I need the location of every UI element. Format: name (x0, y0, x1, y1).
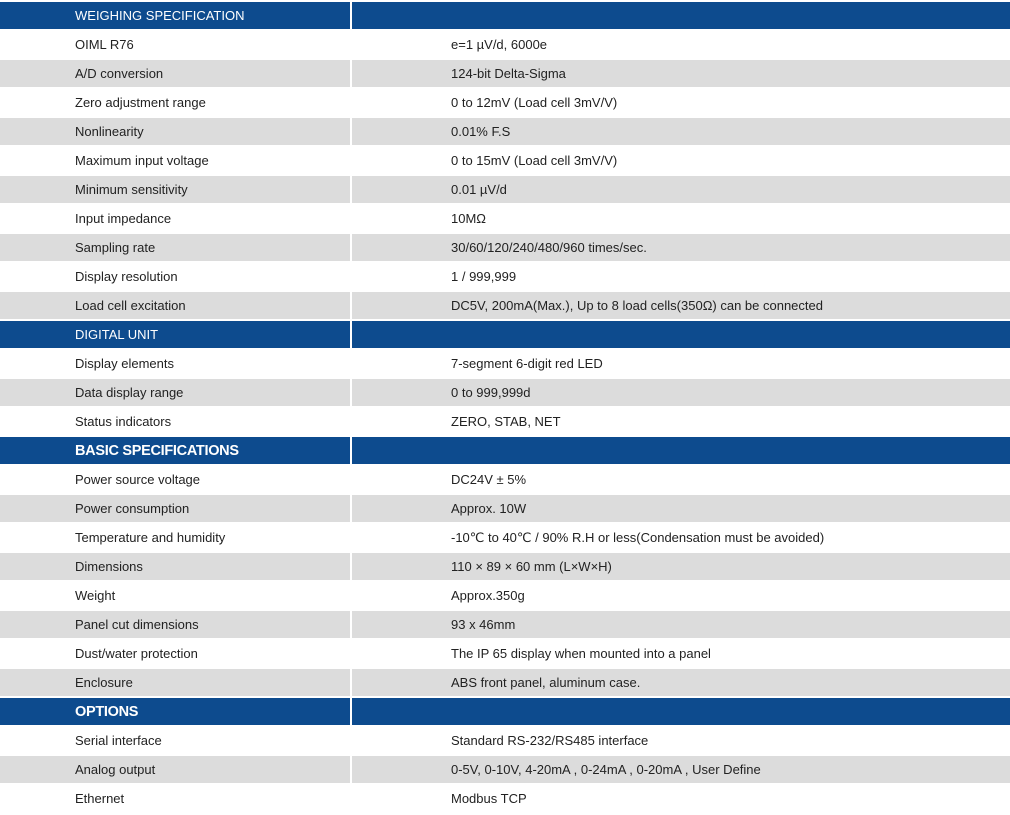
spec-label: Data display range (0, 379, 352, 406)
spec-label: OIML R76 (0, 31, 352, 58)
spec-value: 124-bit Delta-Sigma (451, 66, 566, 81)
section-header (0, 321, 1010, 350)
spec-row (0, 466, 1010, 495)
spec-label: A/D conversion (0, 60, 352, 87)
spec-row (0, 147, 1010, 176)
section-title: BASIC SPECIFICATIONS (0, 437, 352, 464)
spec-value: Approx.350g (451, 588, 525, 603)
spec-label: Sampling rate (0, 234, 352, 261)
spec-label: Load cell excitation (0, 292, 352, 319)
spec-value: 0 to 15mV (Load cell 3mV/V) (451, 153, 618, 168)
spec-value: 110 × 89 × 60 mm (L×W×H) (451, 559, 612, 574)
spec-value: Modbus TCP (451, 791, 527, 806)
spec-row (0, 756, 1010, 785)
spec-row (0, 234, 1010, 263)
spec-label: Power source voltage (0, 466, 352, 493)
spec-row (0, 553, 1010, 582)
section-title: OPTIONS (0, 698, 352, 725)
spec-row (0, 292, 1010, 321)
spec-value: 10MΩ (451, 211, 487, 226)
spec-row (0, 205, 1010, 234)
spec-value: ABS front panel, aluminum case. (451, 675, 641, 690)
spec-value: DC5V, 200mA(Max.), Up to 8 load cells(350Ω) can be connected (451, 298, 823, 313)
spec-label: Status indicators (0, 408, 352, 435)
spec-value: 93 x 46mm (451, 617, 516, 632)
spec-label: Temperature and humidity (0, 524, 352, 551)
spec-label: Serial interface (0, 727, 352, 754)
section-header (0, 437, 1010, 466)
section-title: DIGITAL UNIT (0, 321, 352, 348)
spec-row (0, 118, 1010, 147)
spec-value: e=1 µV/d, 6000e (451, 37, 548, 52)
spec-row (0, 611, 1010, 640)
spec-label: Panel cut dimensions (0, 611, 352, 638)
spec-value: 30/60/120/240/480/960 times/sec. (451, 240, 647, 255)
spec-value: Approx. 10W (451, 501, 527, 516)
spec-label: Analog output (0, 756, 352, 783)
section-title: WEIGHING SPECIFICATION (0, 2, 352, 29)
spec-label: Nonlinearity (0, 118, 352, 145)
spec-label: Display resolution (0, 263, 352, 290)
spec-row (0, 408, 1010, 437)
spec-label: Minimum sensitivity (0, 176, 352, 203)
spec-row (0, 89, 1010, 118)
section-header-blank (352, 698, 1010, 725)
spec-label: Power consumption (0, 495, 352, 522)
spec-row (0, 640, 1010, 669)
spec-value: 0-5V, 0-10V, 4-20mA , 0-24mA , 0-20mA , User Define (451, 762, 761, 777)
spec-label: Input impedance (0, 205, 352, 232)
spec-row (0, 263, 1010, 292)
spec-value: 0.01 µV/d (451, 182, 507, 197)
spec-label: Display elements (0, 350, 352, 377)
spec-value: 0.01% F.S (451, 124, 511, 139)
spec-row (0, 350, 1010, 379)
section-header-blank (352, 321, 1010, 348)
section-header (0, 0, 1010, 31)
spec-row (0, 31, 1010, 60)
spec-value: -10℃ to 40℃ / 90% R.H or less(Condensation must be avoided) (451, 529, 825, 545)
spec-value: 0 to 999,999d (451, 385, 531, 400)
section-header-blank (352, 2, 1010, 29)
section-header-blank (352, 437, 1010, 464)
spec-label: Dust/water protection (0, 640, 352, 667)
spec-row (0, 669, 1010, 698)
spec-row (0, 524, 1010, 553)
spec-label: Enclosure (0, 669, 352, 696)
spec-label: Maximum input voltage (0, 147, 352, 174)
spec-row (0, 727, 1010, 756)
section-header (0, 698, 1010, 727)
spec-label: Ethernet (0, 785, 352, 812)
spec-label: Zero adjustment range (0, 89, 352, 116)
spec-value: 7-segment 6-digit red LED (451, 356, 603, 371)
spec-value: 1 / 999,999 (451, 269, 517, 284)
spec-row (0, 495, 1010, 524)
spec-label: Weight (0, 582, 352, 609)
spec-value: Standard RS-232/RS485 interface (451, 733, 649, 748)
spec-row (0, 379, 1010, 408)
spec-label: Dimensions (0, 553, 352, 580)
spec-value: DC24V ± 5% (451, 472, 527, 487)
spec-value: 0 to 12mV (Load cell 3mV/V) (451, 95, 618, 110)
spec-value: The IP 65 display when mounted into a panel (451, 646, 711, 661)
spec-row (0, 60, 1010, 89)
spec-value: ZERO, STAB, NET (451, 414, 561, 429)
spec-row (0, 176, 1010, 205)
spec-row (0, 785, 1010, 814)
spec-row (0, 582, 1010, 611)
